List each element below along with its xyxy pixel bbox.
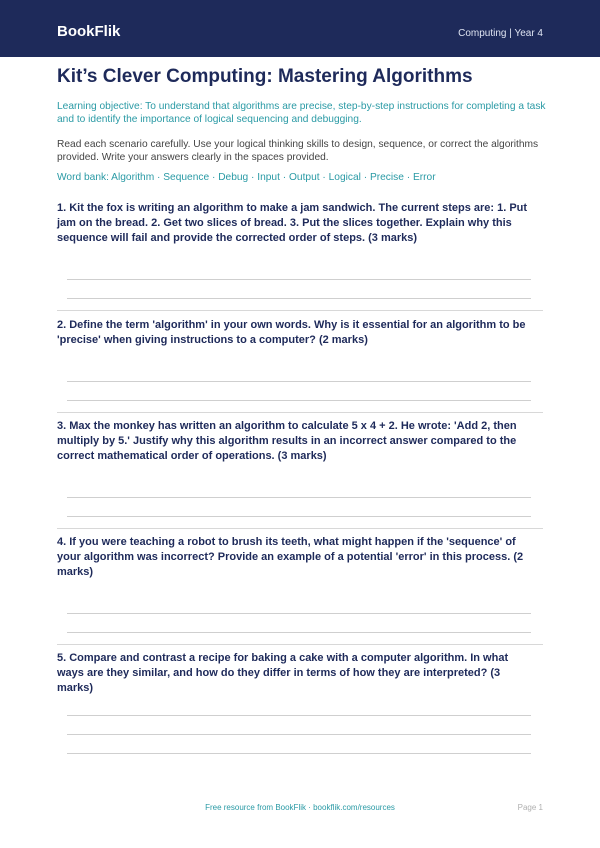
footer-link[interactable]: Free resource from BookFlik · bookflik.com/resources xyxy=(205,803,395,812)
question-2: 2. Define the term 'algorithm' in your own words. Why is it essential for an algorithm to be 'precise' when giving instructions to a computer? (2 marks) xyxy=(57,319,526,346)
question-3: 3. Max the monkey has written an algorithm to calculate 5 x 4 + 2. He wrote: 'Add 2, then multiply by 5.' Justify why this algorithm results in an incorrect answer compared to the correct mathematical order of operations. (3 marks) xyxy=(57,420,517,462)
answer-line[interactable] xyxy=(67,279,531,280)
answer-line[interactable] xyxy=(67,734,531,735)
section-divider xyxy=(57,412,543,413)
page-number: Page 1 xyxy=(517,803,543,812)
answer-line[interactable] xyxy=(67,632,531,633)
answer-line[interactable] xyxy=(67,715,531,716)
answer-line[interactable] xyxy=(67,400,531,401)
learning-objective: Learning objective: To understand that algorithms are precise, step-by-step instructions for completing a task and to identify the importance of logical sequencing and debugging. xyxy=(57,101,546,125)
section-divider xyxy=(57,310,543,311)
answer-line[interactable] xyxy=(67,613,531,614)
page-title: Kit’s Clever Computing: Mastering Algorithms xyxy=(57,66,473,87)
answer-line[interactable] xyxy=(67,381,531,382)
word-bank: Word bank: Algorithm · Sequence · Debug · Input · Output · Logical · Precise · Error xyxy=(57,172,436,183)
section-divider xyxy=(57,528,543,529)
answer-line[interactable] xyxy=(67,753,531,754)
answer-line[interactable] xyxy=(67,497,531,498)
brand-logo: BookFlik xyxy=(57,23,121,40)
subject-year-label: Computing | Year 4 xyxy=(458,28,543,39)
section-divider xyxy=(57,644,543,645)
question-4: 4. If you were teaching a robot to brush its teeth, what might happen if the 'sequence' of your algorithm was incorrect? Provide an example of a potential 'error' in this process. (2 marks) xyxy=(57,536,524,578)
question-5: 5. Compare and contrast a recipe for baking a cake with a computer algorithm. In what ways are they similar, and how do they differ in terms of how they are interpreted? (3 marks) xyxy=(57,652,509,694)
instructions: Read each scenario carefully. Use your logical thinking skills to design, sequence, or correct the algorithms provided. Write your answers clearly in the spaces provided. xyxy=(57,139,539,163)
answer-line[interactable] xyxy=(67,298,531,299)
header-bar xyxy=(0,0,600,57)
answer-line[interactable] xyxy=(67,516,531,517)
question-1: 1. Kit the fox is writing an algorithm to make a jam sandwich. The current steps are: 1. Put jam on the bread. 2. Get two slices of bread. 3. Put the slices together. Explain why this sequence will fail and provide the corrected order of steps. (3 marks) xyxy=(57,202,528,244)
